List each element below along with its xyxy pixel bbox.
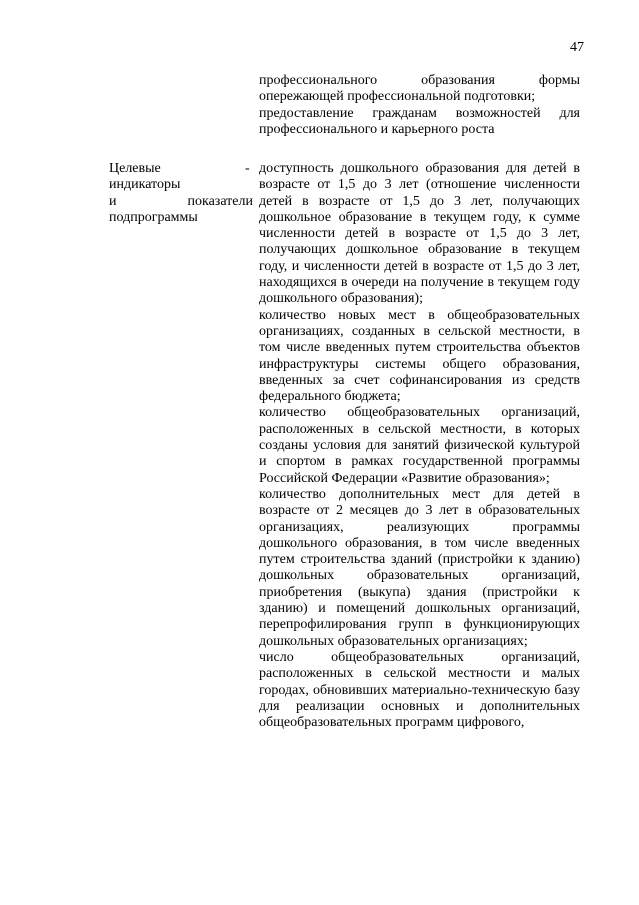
indicator-item: доступность дошкольного образования для детей в возрасте от 1,5 до 3 лет (отношение численности детей в возрасте от 1,5 до 3 лет, получающих дошкольное образование в текущем году, к сумме численности детей в возрасте от 1,5 до 3 лет, получающих дошкольное образование в текущем году, и численности детей в возрасте от 1,5 до 3 лет, находящихся в очереди на получение в текущем году дошкольного образования); [259, 161, 580, 307]
label-line: индикаторы [109, 177, 181, 193]
section-label [109, 161, 253, 226]
paragraph: профессионального образования формы опережающей профессиональной подготовки; [259, 73, 580, 105]
label-line: подпрограммы [109, 209, 198, 225]
top-text-block [259, 73, 580, 138]
indicator-item: число общеобразовательных организаций, расположенных в сельской местности и малых городах, обновивших материально-техническую базу для реализации основных и дополнительных общеобразовательных программ цифрового, [259, 649, 580, 731]
indicators-list [259, 161, 580, 731]
indicator-item: количество новых мест в общеобразовательных организациях, созданных в сельской местности, в том числе введенных путем строительства объектов инфраструктуры системы общего образования, введенных за счет софинансирования из средств федерального бюджета; [259, 307, 580, 405]
page-number: 47 [570, 40, 584, 55]
paragraph: предоставление гражданам возможностей для профессионального и карьерного роста [259, 105, 580, 137]
indicator-item: количество общеобразовательных организаций, расположенных в сельской местности, в которых созданы условия для занятий физической культурой и спортом в рамках государственной программы Российской Федерации «Развитие образования»; [259, 405, 580, 486]
label-dash: - [245, 161, 250, 176]
label-word: и [109, 193, 117, 209]
label-line [109, 194, 253, 210]
indicator-item: количество дополнительных мест для детей в возрасте от 2 месяцев до 3 лет в образовательных организациях, реализующих программы дошкольного образования, в том числе введенных путем строительства зданий (пристройки к зданию) дошкольных образовательных организаций, приобретения (выкупа) здания (пристройки к зданию) и помещений дошкольных организаций, перепрофилирования групп в функционирующих дошкольных образовательных организациях; [259, 486, 580, 649]
label-word: показатели [187, 193, 253, 209]
label-line: Целевые [109, 161, 161, 176]
